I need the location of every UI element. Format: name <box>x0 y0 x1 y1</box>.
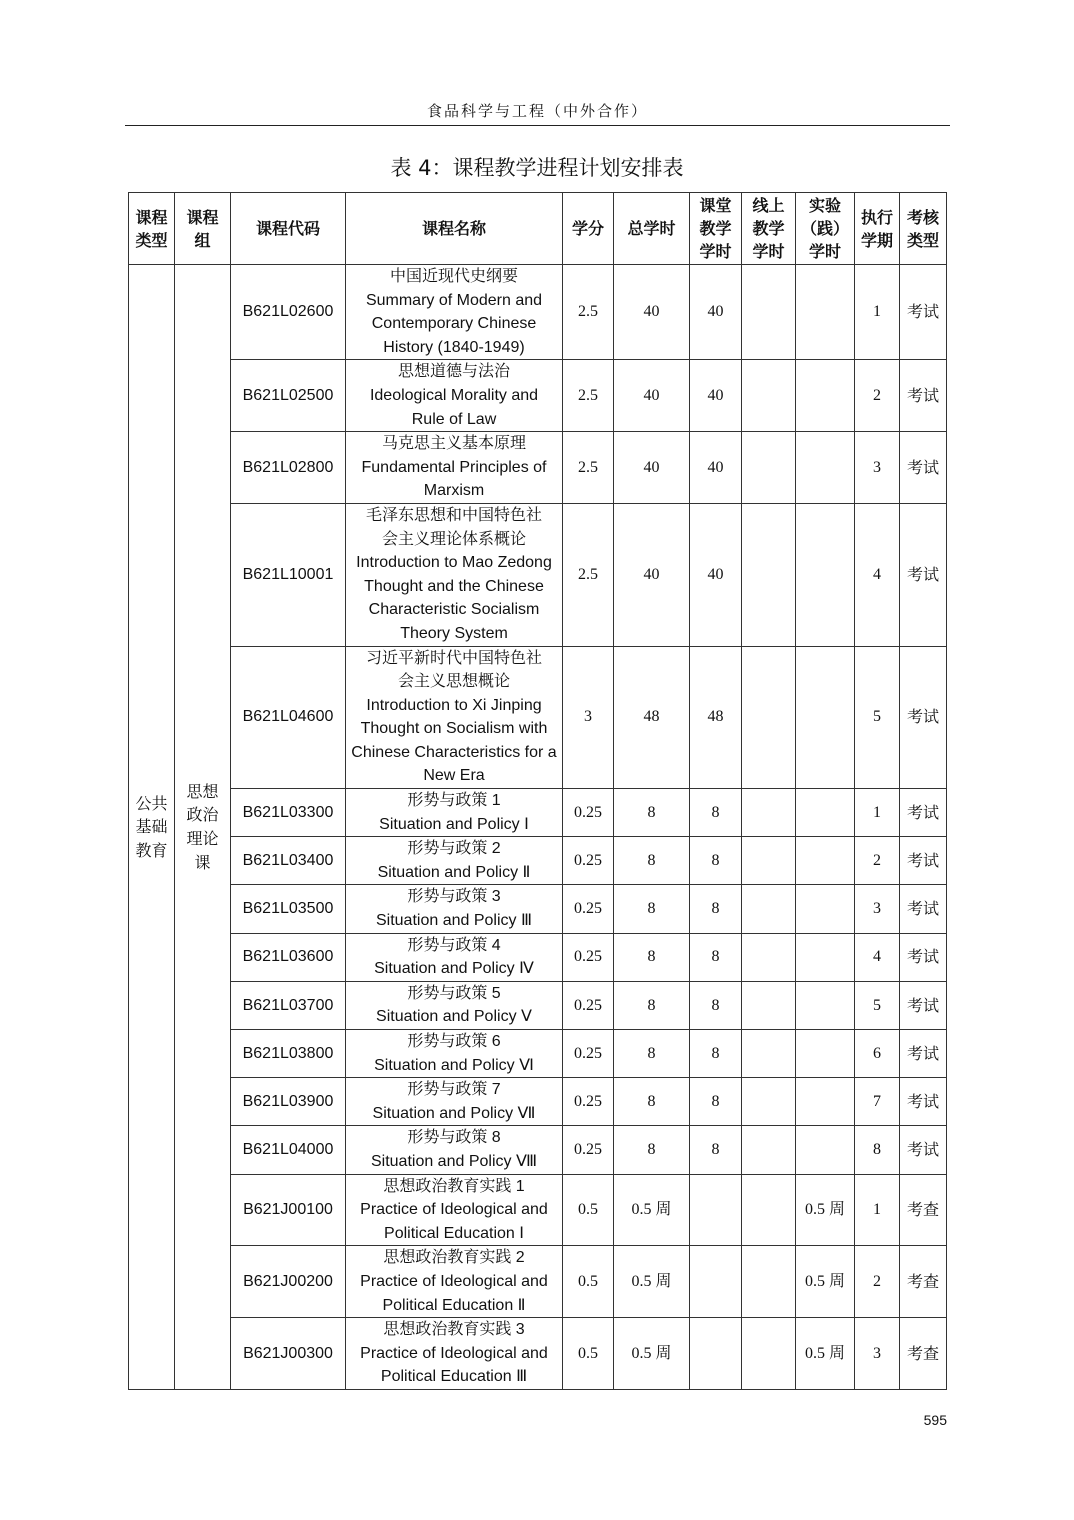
online-hours-cell <box>742 1174 796 1246</box>
header-line: 学时 <box>699 242 732 261</box>
header-line: 学时 <box>808 242 841 261</box>
online-hours-cell <box>742 933 796 981</box>
course-name-line: Contemporary Chinese <box>371 315 537 333</box>
header-line: 线上 <box>752 196 785 215</box>
practice-hours-cell <box>796 646 855 789</box>
running-header: 食品科学与工程（中外合作） <box>125 100 950 126</box>
course-group-cell <box>175 265 231 1390</box>
online-hours-cell <box>742 981 796 1029</box>
classroom-hours-cell: 48 <box>690 646 742 789</box>
course-name-line: 会主义理论体系概论 <box>381 530 526 548</box>
course-name-line: Characteristic Socialism <box>368 601 540 619</box>
course-code-cell: B621L03500 <box>231 885 346 933</box>
course-name-line: Thought and the Chinese <box>364 577 544 595</box>
total-hours-cell: 0.5 周 <box>614 1318 690 1390</box>
credit-cell: 2.5 <box>563 503 614 646</box>
table-row <box>129 265 947 360</box>
course-name-line: Summary of Modern and <box>365 291 543 309</box>
header-course-type <box>129 193 175 265</box>
course-name-line: 思想道德与法治 <box>397 363 510 381</box>
course-name-line: Thought on Socialism with <box>360 720 548 738</box>
online-hours-cell <box>742 1030 796 1078</box>
header-line: 教学 <box>752 219 785 238</box>
credit-cell: 0.25 <box>563 837 614 885</box>
course-type-line: 教育 <box>135 840 168 860</box>
course-plan-table <box>128 192 947 1390</box>
semester-cell: 4 <box>855 503 900 646</box>
course-code-cell: B621L10001 <box>231 503 346 646</box>
classroom-hours-cell: 8 <box>690 789 742 837</box>
course-code-cell: B621L02800 <box>231 432 346 504</box>
online-hours-cell <box>742 789 796 837</box>
assessment-cell: 考试 <box>900 646 947 789</box>
practice-hours-cell <box>796 837 855 885</box>
credit-cell: 0.25 <box>563 1030 614 1078</box>
course-name-line: 形势与政策 6 <box>407 1033 501 1050</box>
practice-hours-cell: 0.5 周 <box>796 1174 855 1246</box>
course-name-line: 形势与政策 2 <box>407 840 501 858</box>
table-title: 表 4：课程教学进程计划安排表 <box>390 156 684 180</box>
course-name-line: Introduction to Mao Zedong <box>356 554 552 572</box>
total-hours-cell: 8 <box>614 885 690 933</box>
course-name-cell <box>346 646 563 789</box>
course-name-line: Situation and Policy Ⅶ <box>372 1104 536 1122</box>
course-name-line: 习近平新时代中国特色社 <box>365 649 542 667</box>
header-line: 教学 <box>699 219 732 238</box>
course-name-line: 思想政治教育实践 1 <box>383 1177 525 1195</box>
classroom-hours-cell: 8 <box>690 981 742 1029</box>
course-code-cell: B621J00100 <box>231 1174 346 1246</box>
classroom-hours-cell: 8 <box>690 885 742 933</box>
course-name-line: Theory System <box>400 624 508 642</box>
course-name-cell <box>346 1030 563 1078</box>
course-code-cell: B621J00200 <box>231 1246 346 1318</box>
practice-hours-cell <box>796 265 855 360</box>
course-group-line: 政治 <box>186 805 219 825</box>
header-course-code: 课程代码 <box>231 193 346 265</box>
assessment-cell: 考试 <box>900 1078 947 1126</box>
total-hours-cell: 40 <box>614 360 690 432</box>
semester-cell: 2 <box>855 1246 900 1318</box>
semester-cell: 5 <box>855 981 900 1029</box>
assessment-cell: 考试 <box>900 837 947 885</box>
header-assessment <box>900 193 947 265</box>
assessment-cell: 考试 <box>900 885 947 933</box>
header-line: 课程 <box>186 207 219 227</box>
course-name-line: Marxism <box>423 482 485 500</box>
assessment-cell: 考试 <box>900 789 947 837</box>
course-group-line: 思想 <box>186 781 219 801</box>
semester-cell: 7 <box>855 1078 900 1126</box>
classroom-hours-cell: 8 <box>690 933 742 981</box>
total-hours-cell: 8 <box>614 1126 690 1174</box>
assessment-cell: 考试 <box>900 1126 947 1174</box>
course-code-cell: B621L03700 <box>231 981 346 1029</box>
course-name-cell <box>346 1174 563 1246</box>
credit-cell: 0.25 <box>563 885 614 933</box>
total-hours-cell: 8 <box>614 981 690 1029</box>
assessment-cell: 考试 <box>900 360 947 432</box>
classroom-hours-cell: 8 <box>690 837 742 885</box>
course-name-line: 思想政治教育实践 2 <box>383 1249 525 1267</box>
header-line: （践） <box>800 219 849 238</box>
table-row <box>129 503 947 646</box>
course-name-line: Situation and Policy Ⅷ <box>370 1152 538 1170</box>
classroom-hours-cell <box>690 1318 742 1390</box>
course-name-line: 中国近现代史纲要 <box>389 268 518 285</box>
practice-hours-cell <box>796 1078 855 1126</box>
course-type-cell <box>129 265 175 1390</box>
assessment-cell: 考试 <box>900 432 947 504</box>
semester-cell: 2 <box>855 837 900 885</box>
online-hours-cell <box>742 646 796 789</box>
course-name-line: 形势与政策 8 <box>407 1129 501 1147</box>
course-code-cell: B621L03900 <box>231 1078 346 1126</box>
online-hours-cell <box>742 503 796 646</box>
course-name-line: 形势与政策 1 <box>407 792 501 810</box>
semester-cell: 3 <box>855 885 900 933</box>
total-hours-cell: 8 <box>614 1030 690 1078</box>
course-name-cell <box>346 503 563 646</box>
table-row <box>129 789 947 837</box>
course-name-cell <box>346 933 563 981</box>
course-name-line: Practice of Ideological and <box>360 1344 548 1362</box>
classroom-hours-cell: 8 <box>690 1078 742 1126</box>
course-name-cell <box>346 981 563 1029</box>
table-row <box>129 360 947 432</box>
classroom-hours-cell: 8 <box>690 1030 742 1078</box>
course-group-line: 课 <box>194 852 211 872</box>
table-row <box>129 1174 947 1246</box>
assessment-cell: 考查 <box>900 1246 947 1318</box>
course-name-line: 马克思主义基本原理 <box>381 435 526 453</box>
course-code-cell: B621L03800 <box>231 1030 346 1078</box>
assessment-cell: 考试 <box>900 981 947 1029</box>
assessment-cell: 考试 <box>900 503 947 646</box>
total-hours-cell: 8 <box>614 837 690 885</box>
course-name-cell <box>346 360 563 432</box>
credit-cell: 0.5 <box>563 1246 614 1318</box>
header-line: 课程 <box>135 207 168 227</box>
credit-cell: 2.5 <box>563 265 614 360</box>
course-name-line: 形势与政策 5 <box>407 984 501 1002</box>
table-row <box>129 981 947 1029</box>
course-name-line: Ideological Morality and <box>369 386 539 404</box>
credit-cell: 0.25 <box>563 1126 614 1174</box>
course-name-line: 形势与政策 3 <box>407 888 501 906</box>
practice-hours-cell <box>796 933 855 981</box>
header-course-name: 课程名称 <box>346 193 563 265</box>
table-header-row <box>129 193 947 265</box>
course-code-cell: B621L04000 <box>231 1126 346 1174</box>
assessment-cell: 考查 <box>900 1318 947 1390</box>
course-name-cell <box>346 1078 563 1126</box>
table-row <box>129 837 947 885</box>
practice-hours-cell <box>796 432 855 504</box>
total-hours-cell: 40 <box>614 503 690 646</box>
course-name-line: Situation and Policy Ⅴ <box>376 1008 532 1026</box>
header-line: 学期 <box>860 230 893 250</box>
course-name-line: Situation and Policy Ⅲ <box>375 912 532 930</box>
course-group-line: 理论 <box>186 828 219 848</box>
classroom-hours-cell: 8 <box>690 1126 742 1174</box>
course-name-cell <box>346 885 563 933</box>
course-code-cell: B621L02600 <box>231 265 346 360</box>
course-name-line: Political Education Ⅱ <box>382 1296 526 1314</box>
practice-hours-cell <box>796 981 855 1029</box>
practice-hours-cell: 0.5 周 <box>796 1318 855 1390</box>
assessment-cell: 考试 <box>900 933 947 981</box>
practice-hours-cell <box>796 1126 855 1174</box>
total-hours-cell: 8 <box>614 933 690 981</box>
practice-hours-cell <box>796 503 855 646</box>
page-number: 595 <box>923 1412 947 1428</box>
total-hours-cell: 0.5 周 <box>614 1174 690 1246</box>
header-credit: 学分 <box>563 193 614 265</box>
course-name-line: Situation and Policy Ⅱ <box>377 863 531 881</box>
course-name-line: Introduction to Xi Jinping <box>366 696 542 714</box>
course-name-cell <box>346 837 563 885</box>
practice-hours-cell: 0.5 周 <box>796 1246 855 1318</box>
practice-hours-cell <box>796 885 855 933</box>
header-line: 实验 <box>808 196 841 215</box>
semester-cell: 3 <box>855 432 900 504</box>
header-line: 学时 <box>752 242 785 261</box>
table-row <box>129 1126 947 1174</box>
header-online-hours <box>742 193 796 265</box>
table-row <box>129 1246 947 1318</box>
classroom-hours-cell: 40 <box>690 360 742 432</box>
header-line: 类型 <box>135 230 168 250</box>
semester-cell: 2 <box>855 360 900 432</box>
online-hours-cell <box>742 1318 796 1390</box>
course-code-cell: B621L03600 <box>231 933 346 981</box>
course-name-line: Situation and Policy Ⅳ <box>374 960 534 978</box>
online-hours-cell <box>742 837 796 885</box>
header-total-hours: 总学时 <box>614 193 690 265</box>
semester-cell: 5 <box>855 646 900 789</box>
total-hours-cell: 40 <box>614 265 690 360</box>
course-name-line: 毛泽东思想和中国特色社 <box>365 506 542 524</box>
online-hours-cell <box>742 1126 796 1174</box>
credit-cell: 2.5 <box>563 360 614 432</box>
table-body <box>129 265 947 1390</box>
semester-cell: 4 <box>855 933 900 981</box>
course-name-line: Practice of Ideological and <box>360 1201 548 1219</box>
course-name-line: 思想政治教育实践 3 <box>383 1321 525 1339</box>
credit-cell: 0.5 <box>563 1318 614 1390</box>
header-line: 组 <box>194 230 211 250</box>
online-hours-cell <box>742 432 796 504</box>
practice-hours-cell <box>796 1030 855 1078</box>
total-hours-cell: 48 <box>614 646 690 789</box>
semester-cell: 6 <box>855 1030 900 1078</box>
course-name-line: Practice of Ideological and <box>360 1272 548 1290</box>
assessment-cell: 考试 <box>900 1030 947 1078</box>
course-name-line: New Era <box>423 767 485 785</box>
online-hours-cell <box>742 265 796 360</box>
credit-cell: 0.25 <box>563 933 614 981</box>
header-semester <box>855 193 900 265</box>
semester-cell: 3 <box>855 1318 900 1390</box>
course-name-cell <box>346 1126 563 1174</box>
course-name-line: Rule of Law <box>411 410 497 428</box>
semester-cell: 1 <box>855 265 900 360</box>
course-name-line: Political Education Ⅰ <box>384 1224 524 1242</box>
practice-hours-cell <box>796 789 855 837</box>
course-name-line: Political Education Ⅲ <box>380 1368 528 1386</box>
total-hours-cell: 8 <box>614 789 690 837</box>
table-row <box>129 1078 947 1126</box>
table-row <box>129 1030 947 1078</box>
header-line: 课堂 <box>699 196 732 215</box>
table-row <box>129 432 947 504</box>
table-row <box>129 933 947 981</box>
online-hours-cell <box>742 1078 796 1126</box>
header-line: 考核 <box>906 207 939 227</box>
semester-cell: 1 <box>855 789 900 837</box>
course-name-cell <box>346 789 563 837</box>
course-name-line: Situation and Policy Ⅵ <box>374 1056 534 1074</box>
classroom-hours-cell: 40 <box>690 432 742 504</box>
course-name-line: 形势与政策 4 <box>407 936 501 954</box>
course-code-cell: B621L04600 <box>231 646 346 789</box>
course-type-line: 基础 <box>135 817 168 837</box>
classroom-hours-cell <box>690 1246 742 1318</box>
practice-hours-cell <box>796 360 855 432</box>
total-hours-cell: 8 <box>614 1078 690 1126</box>
course-name-cell <box>346 1318 563 1390</box>
course-name-line: Situation and Policy Ⅰ <box>379 815 529 833</box>
online-hours-cell <box>742 1246 796 1318</box>
header-classroom-hours <box>690 193 742 265</box>
table-row <box>129 885 947 933</box>
course-name-line: History (1840-1949) <box>383 338 525 356</box>
semester-cell: 1 <box>855 1174 900 1246</box>
course-code-cell: B621J00300 <box>231 1318 346 1390</box>
online-hours-cell <box>742 885 796 933</box>
course-code-cell: B621L03400 <box>231 837 346 885</box>
total-hours-cell: 0.5 周 <box>614 1246 690 1318</box>
credit-cell: 0.5 <box>563 1174 614 1246</box>
assessment-cell: 考试 <box>900 265 947 360</box>
table-row <box>129 646 947 789</box>
header-line: 执行 <box>860 207 893 227</box>
header-course-group <box>175 193 231 265</box>
table-row <box>129 1318 947 1390</box>
course-code-cell: B621L03300 <box>231 789 346 837</box>
credit-cell: 0.25 <box>563 981 614 1029</box>
credit-cell: 0.25 <box>563 789 614 837</box>
credit-cell: 2.5 <box>563 432 614 504</box>
course-name-line: Fundamental Principles of <box>361 458 547 476</box>
course-code-cell: B621L02500 <box>231 360 346 432</box>
course-type-line: 公共 <box>135 793 168 813</box>
course-name-cell <box>346 432 563 504</box>
course-name-line: 会主义思想概论 <box>397 673 510 691</box>
course-name-cell <box>346 1246 563 1318</box>
assessment-cell: 考查 <box>900 1174 947 1246</box>
classroom-hours-cell: 40 <box>690 503 742 646</box>
classroom-hours-cell: 40 <box>690 265 742 360</box>
credit-cell: 0.25 <box>563 1078 614 1126</box>
header-practice-hours <box>796 193 855 265</box>
semester-cell: 8 <box>855 1126 900 1174</box>
total-hours-cell: 40 <box>614 432 690 504</box>
course-name-line: Chinese Characteristics for a <box>351 743 557 761</box>
course-name-cell <box>346 265 563 360</box>
online-hours-cell <box>742 360 796 432</box>
credit-cell: 3 <box>563 646 614 789</box>
classroom-hours-cell <box>690 1174 742 1246</box>
course-name-line: 形势与政策 7 <box>407 1081 501 1099</box>
header-line: 类型 <box>906 230 939 250</box>
